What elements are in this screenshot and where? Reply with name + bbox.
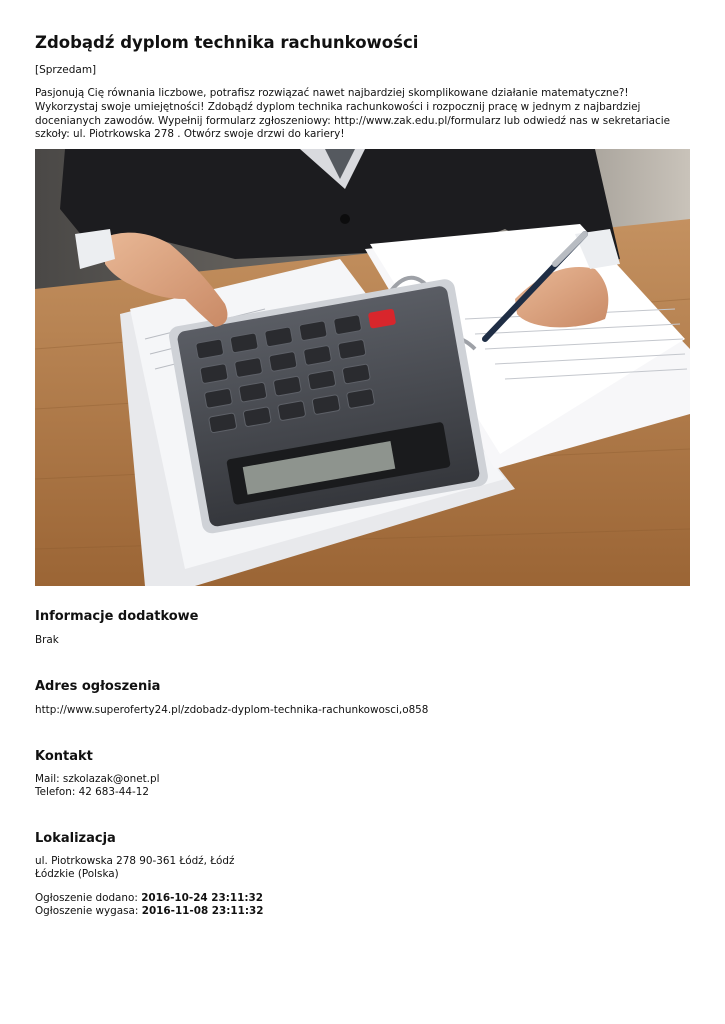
ad-url-link[interactable]: http://www.superoferty24.pl/zdobadz-dyplom-technika-rachunkowosci,o858 [35, 704, 429, 716]
page-title: Zdobądź dyplom technika rachunkowości [35, 33, 419, 52]
section-title-contact: Kontakt [35, 749, 93, 764]
info-body: Brak [35, 634, 59, 646]
ad-added-value: 2016-10-24 23:11:32 [141, 892, 263, 904]
ad-added-label: Ogłoszenie dodano: [35, 892, 142, 904]
contact-mail[interactable]: Mail: szkolazak@onet.pl [35, 773, 160, 785]
ad-added-date [35, 892, 263, 905]
ad-expires-label: Ogłoszenie wygasa: [35, 905, 142, 917]
location-region: Łódzkie (Polska) [35, 868, 119, 880]
calculator-photo-icon [35, 149, 690, 586]
ad-category-tag: [Sprzedam] [35, 64, 97, 76]
ad-description: Pasjonują Cię równania liczbowe, potrafisz rozwiązać nawet najbardziej skomplikowane działanie matematyczne?! Wykorzystaj swoje umiejętności! Zdobądź dyplom technika rachunkowości i rozpocznij pracę w jednym z najbardziej docenianych zawodów. Wypełnij formularz zgłoszeniowy: http://www.zak.edu.pl/formularz lub odwiedź nas w sekretariacie szkoły: ul. Piotrkowska 278 . Otwórz swoje drzwi do kariery! [35, 87, 671, 141]
contact-phone: Telefon: 42 683-44-12 [35, 786, 149, 798]
section-title-address: Adres ogłoszenia [35, 679, 161, 694]
ad-photo [35, 149, 690, 586]
location-address: ul. Piotrkowska 278 90-361 Łódź, Łódź [35, 855, 235, 867]
section-title-info: Informacje dodatkowe [35, 609, 199, 624]
section-title-location: Lokalizacja [35, 831, 116, 846]
ad-expires-value: 2016-11-08 23:11:32 [141, 905, 264, 917]
ad-expires-date [35, 905, 264, 918]
